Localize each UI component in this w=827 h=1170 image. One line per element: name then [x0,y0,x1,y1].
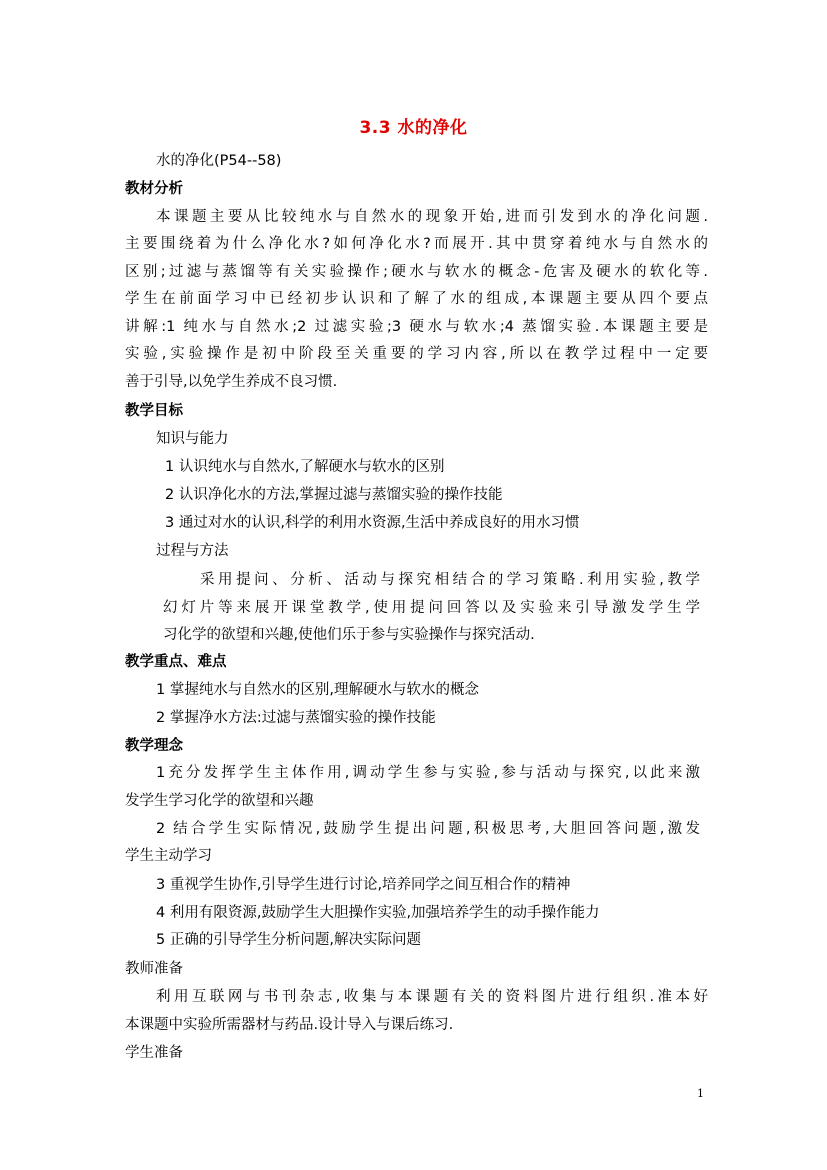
goal-item: 2 认识净化水的方法,掌握过滤与蒸馏实验的操作技能 [165,487,503,503]
paragraph-line: 区别;过滤与蒸馏等有关实验操作;硬水与软水的概念-危害及硬水的软化等. [125,264,708,280]
paragraph-line: 学生在前面学习中已经初步认识和了解了水的组成,本课题主要从四个要点 [125,291,708,307]
goal-item: 3 通过对水的认识,科学的利用水资源,生活中养成良好的用水习惯 [165,515,580,531]
section-heading-teacher-prep: 教师准备 [125,961,183,977]
paragraph-line: 采用提问、分析、活动与探究相结合的学习策略.利用实验,教学 [200,572,700,588]
paragraph-line: 3 重视学生协作,引导学生进行讨论,培养同学之间互相合作的精神 [156,877,571,893]
lesson-subtitle: 水的净化(P54--58) [156,153,282,169]
paragraph-line: 发学生学习化学的欲望和兴趣 [125,793,314,809]
key-point-item: 1 掌握纯水与自然水的区别,理解硬水与软水的概念 [156,682,479,698]
paragraph-line: 习化学的欲望和兴趣,使他们乐于参与实验操作与探究活动. [163,627,535,643]
subheading-knowledge: 知识与能力 [156,431,229,447]
paragraph-line: 4 利用有限资源,鼓励学生大胆操作实验,加强培养学生的动手操作能力 [156,905,600,921]
key-point-item: 2 掌握净水方法:过滤与蒸馏实验的操作技能 [156,710,436,726]
paragraph-line: 实验,实验操作是初中阶段至关重要的学习内容,所以在教学过程中一定要 [125,346,708,362]
paragraph-line: 学生主动学习 [125,848,212,864]
document-title: 3.3 水的净化 [359,118,468,138]
section-heading-key-points: 教学重点、难点 [125,654,227,670]
section-heading-philosophy: 教学理念 [125,738,183,754]
paragraph-line: 5 正确的引导学生分析问题,解决实际问题 [156,932,421,948]
paragraph-line: 本课题主要从比较纯水与自然水的现象开始,进而引发到水的净化问题. [156,209,708,225]
paragraph-line: 幻灯片等来展开课堂教学,使用提问回答以及实验来引导激发学生学 [163,600,700,616]
goal-item: 1 认识纯水与自然水,了解硬水与软水的区别 [165,459,445,475]
section-heading-teaching-goals: 教学目标 [125,403,183,419]
paragraph-line: 善于引导,以免学生养成不良习惯. [125,374,338,390]
paragraph-line: 2 结合学生实际情况,鼓励学生提出问题,积极思考,大胆回答问题,激发 [156,821,700,837]
paragraph-line: 利用互联网与书刊杂志,收集与本课题有关的资料图片进行组织.准本好 [156,989,708,1005]
paragraph-line: 主要围绕着为什么净化水?如何净化水?而展开.其中贯穿着纯水与自然水的 [125,236,708,252]
paragraph-line: 本课题中实验所需器材与药品.设计导入与课后练习. [125,1017,454,1033]
paragraph-line: 讲解:1 纯水与自然水;2 过滤实验;3 硬水与软水;4 蒸馏实验.本课题主要是 [125,319,708,335]
subheading-process: 过程与方法 [156,543,229,559]
section-heading-student-prep: 学生准备 [125,1045,183,1061]
section-heading-material-analysis: 教材分析 [125,181,183,197]
page-number: 1 [697,1087,704,1100]
paragraph-line: 1充分发挥学生主体作用,调动学生参与实验,参与活动与探究,以此来激 [156,765,700,781]
